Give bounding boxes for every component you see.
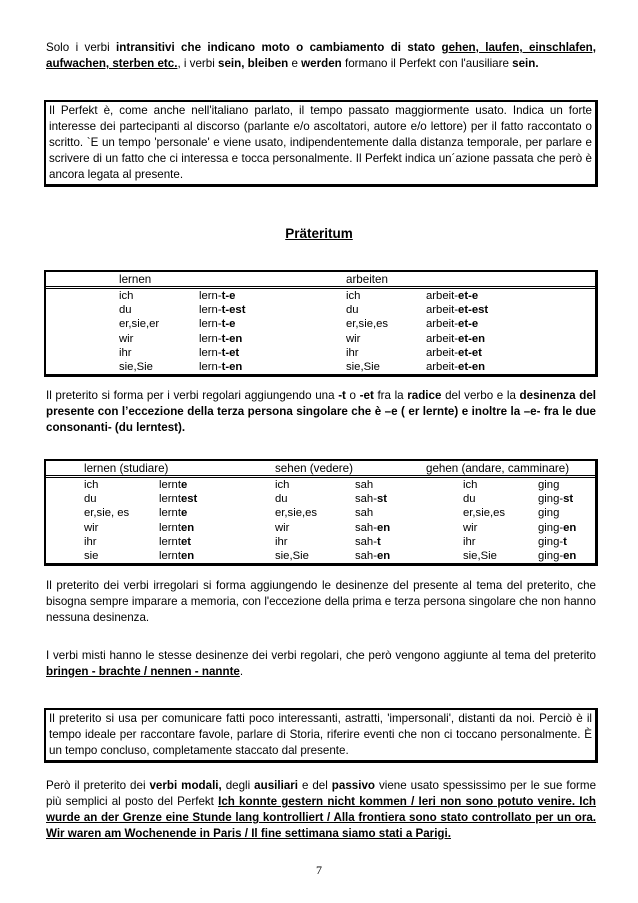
verb-form-cell [199,317,235,331]
table-row [46,303,595,317]
verb-stem: sah [355,479,374,491]
pronoun-cell: sie,Sie [463,549,497,562]
pronoun-cell: du [275,493,288,506]
verb-form-cell [538,492,573,506]
verb-form-cell [199,289,235,303]
perfekt-note-box [44,100,598,187]
pronoun-cell: ihr [119,346,132,359]
modal-verbs-paragraph: Però il preterito dei verbi modali, degli ausiliari e del passivo viene usato spessissimo per le sue forme più semplici al posto del Perfekt Ich konnte gestern nicht kommen / Ieri non sono potuto venire. Ich wurde an der Grenze eine Stunde lang kontrolliert / Alla frontiera sono stato controllato per un ora. Wir waren am Wochenende in Paris / Il fine settimana siamo stati a Parigi. [46,779,597,840]
pronoun-cell: er,sie,er [119,318,160,331]
verb-stem: arbeit- [426,318,459,331]
verb-form-cell [538,549,576,563]
verb-ending: en [563,521,577,534]
pronoun-cell: er,sie,es [463,507,506,520]
pronoun-cell: du [463,493,476,506]
verb-ending: et-e [458,290,479,302]
verb-stem: lernt [159,549,181,562]
verb-ending: t-est [221,304,246,317]
verb-stem: lernt [159,521,181,534]
verb-stem: lernt [159,479,181,491]
verb-stem: lern- [199,290,222,302]
verb-stem: lernt [159,535,181,548]
pronoun-cell: er,sie,es [346,318,389,331]
verb-ending: t-e [221,318,236,331]
verb-ending: en [180,549,195,562]
verb-form-cell [355,506,373,520]
table-row [46,492,595,506]
verb-stem: lern- [199,318,222,331]
verb-ending: en [563,549,577,562]
verb-stem: ging- [538,535,564,548]
conjugation-table-regular [44,270,598,377]
pronoun-cell: wir [119,332,134,345]
table-row [46,521,595,535]
verb-ending: st [563,493,574,506]
verb-ending: et-est [458,304,489,317]
header-gehen: gehen (andare, camminare) [426,462,570,475]
verb-stem: ging- [538,493,564,506]
verb-ending: en [376,549,391,562]
verb-form-cell [538,478,559,492]
intro-paragraph: Solo i verbi intransitivi che indicano moto o cambiamento di stato gehen, laufen, einschlafen, aufwachen, sterben etc., i verbi sein, bleiben e werden formano il Perfekt con l'ausiliare sein. [46,41,596,70]
verb-stem: arbeit- [426,304,459,317]
pronoun-cell: ihr [84,535,97,548]
verb-ending: et [180,535,192,548]
pronoun-cell: du [346,304,359,317]
verb-ending: en [376,521,391,534]
pronoun-cell: ich [463,479,478,491]
verb-form-cell [159,478,187,492]
verb-form-cell [159,549,194,563]
verb-form-cell [426,360,485,374]
table-row [46,317,595,331]
pronoun-cell: ich [346,290,361,302]
verb-stem: sah- [355,549,377,562]
pronoun-cell: sie,Sie [346,360,380,373]
pronoun-cell: wir [84,521,99,534]
table-row [46,289,595,303]
pronoun-cell: wir [463,521,478,534]
verb-ending: et-et [458,346,482,359]
verb-form-cell [159,535,191,549]
verb-form-cell [199,346,239,360]
verb-ending: et-en [458,332,486,345]
page-title: Präteritum [285,226,353,241]
pronoun-cell: ihr [346,346,359,359]
verb-stem: lern- [199,346,222,359]
verb-ending: et-e [458,318,479,331]
pronoun-cell: sie,Sie [275,549,309,562]
verb-ending: t-et [221,346,240,359]
verb-stem: sah- [355,493,377,506]
page-number: 7 [316,863,322,877]
table-row [46,332,595,346]
pronoun-cell: wir [275,521,290,534]
verb-form-cell [199,332,242,346]
header-lernen: lernen [119,273,152,286]
verb-ending: t-en [221,332,243,345]
verb-ending: e [180,507,188,520]
verb-stem: lern- [199,304,222,317]
table-row [46,360,595,374]
table-row [46,535,595,549]
table-header [46,461,595,478]
conjugation-table-mixed [44,459,598,566]
verb-ending: t [563,535,567,548]
verb-stem: lernt [159,507,181,520]
preterito-note-text: Il preterito si usa per comunicare fatti poco interessanti, astratti, 'impersonali', distanti da noi. Perciò è il tempo ideale per raccontare favole, parlare di Storia, riferire eventi che non ci toccano personalmente. È un tempo concluso, completamente staccato dal presente. [49,712,592,757]
regular-verbs-paragraph: Il preterito si forma per i verbi regolari aggiungendo una -t o -et fra la radice del verbo e la desinenza del presente con l’eccezione della terza persona singolare che è –e ( er lernte) e inoltre la –e- fra le due consonanti- (du lerntest). [46,389,596,434]
table-row [46,549,595,563]
pronoun-cell: du [119,304,132,317]
verb-form-cell [355,478,373,492]
verb-form-cell [538,521,576,535]
verb-stem: arbeit- [426,332,459,345]
verb-stem: arbeit- [426,290,459,302]
pronoun-cell: sie [84,549,99,562]
verb-form-cell [159,521,194,535]
header-sehen: sehen (vedere) [275,462,353,475]
pronoun-cell: ich [275,479,290,491]
pronoun-cell: er,sie, es [84,507,130,520]
verb-form-cell [355,492,387,506]
header-lernen: lernen (studiare) [84,462,169,475]
verb-form-cell [199,303,245,317]
table-header [46,272,595,289]
verb-stem: arbeit- [426,360,459,373]
verb-form-cell [426,303,488,317]
verb-stem: ging [538,507,560,520]
verb-ending: t [376,535,381,548]
verb-form-cell [426,332,485,346]
verb-ending: st [376,493,388,506]
header-arbeiten: arbeiten [346,273,388,286]
pronoun-cell: ich [84,479,99,491]
verb-ending: t-en [221,360,243,373]
verb-form-cell [159,506,187,520]
mixed-verbs-paragraph: I verbi misti hanno le stesse desinenze dei verbi regolari, che però vengono aggiunte al tema del preterito bringen - brachte / nennen - nannte. [46,649,596,678]
table-row [46,346,595,360]
verb-stem: ging- [538,521,564,534]
table-row [46,478,595,492]
verb-form-cell [426,317,478,331]
verb-stem: lern- [199,360,222,373]
verb-stem: ging [538,479,560,491]
verb-ending: e [180,479,188,491]
verb-form-cell [355,535,381,549]
verb-form-cell [355,521,390,535]
verb-form-cell [538,506,559,520]
verb-ending: en [180,521,195,534]
pronoun-cell: ich [119,290,134,302]
verb-form-cell [199,360,242,374]
verb-stem: sah [355,507,374,520]
verb-ending: et-en [458,360,486,373]
verb-ending: t-e [221,290,236,302]
pronoun-cell: ihr [463,535,476,548]
verb-form-cell [426,289,478,303]
verb-stem: lernt [159,493,181,506]
pronoun-cell: sie,Sie [119,360,153,373]
pronoun-cell: er,sie,es [275,507,318,520]
irregular-verbs-paragraph: Il preterito dei verbi irregolari si forma aggiungendo le desinenze del presente al tema del preterito, che bisogna sempre imparare a memoria, con l'eccezione della prima e terza persona singolare che non hanno nessuna desinenza. [46,579,596,624]
preterito-note-box [44,708,598,763]
verb-stem: lern- [199,332,222,345]
perfekt-note-text: Il Perfekt è, come anche nell'italiano parlato, il tempo passato maggiormente usato. Indica un forte interesse dei partecipanti al discorso (parlante e/o ascoltatori, autore e/o lettore) per il fatto raccontato o scritto. `E un tempo 'personale' e viene usato, indipendentemente dalla distanza temporale, per parlare e scrivere di un fatto che ci interessa e tocca personalmente. Il Perfekt indica un´azione passata che però è ancora legata al presente. [49,104,592,181]
verb-form-cell [159,492,197,506]
verb-form-cell [426,346,482,360]
pronoun-cell: wir [346,332,361,345]
verb-form-cell [538,535,567,549]
verb-stem: arbeit- [426,346,459,359]
table-row [46,506,595,520]
verb-form-cell [355,549,390,563]
pronoun-cell: ihr [275,535,288,548]
verb-stem: sah- [355,535,377,548]
pronoun-cell: du [84,493,97,506]
verb-stem: sah- [355,521,377,534]
verb-ending: est [180,493,198,506]
verb-stem: ging- [538,549,564,562]
